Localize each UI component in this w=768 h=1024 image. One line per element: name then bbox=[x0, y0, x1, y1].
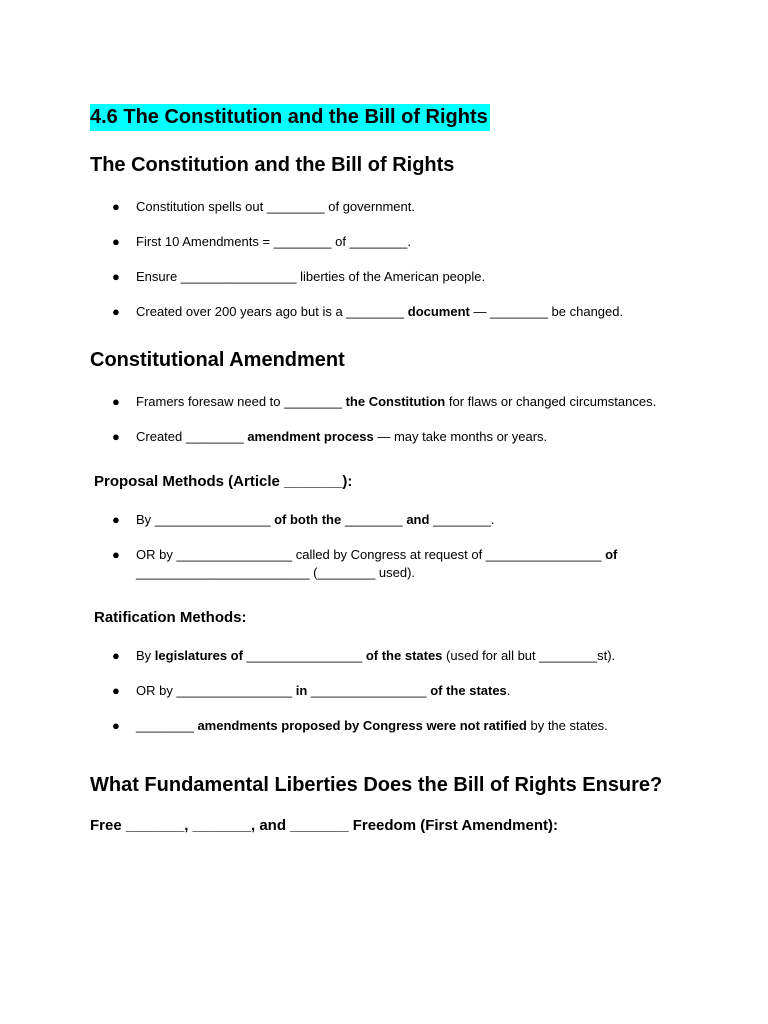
list-item: ● By legislatures of ________________ of the states (used for all but ________st). bbox=[112, 648, 616, 663]
list-item: ● OR by ________________ called by Congress at request of ________________ of ________________________ (________ used). bbox=[112, 547, 618, 580]
document-page bbox=[90, 104, 690, 836]
list-item: ● Ensure ________________ liberties of the American people. bbox=[112, 269, 486, 284]
ratification-methods-heading: Ratification Methods: bbox=[94, 609, 247, 626]
bullet-icon: ● bbox=[112, 304, 120, 319]
bullet-icon: ● bbox=[112, 648, 120, 663]
section-heading-liberties: What Fundamental Liberties Does the Bill of Rights Ensure? bbox=[90, 774, 663, 796]
bullet-icon: ● bbox=[112, 269, 120, 284]
list-item: ● Created ________ amendment process — may take months or years. bbox=[112, 429, 548, 444]
bullet-icon: ● bbox=[112, 512, 120, 527]
bullet-icon: ● bbox=[112, 683, 120, 698]
list-item: ● ________ amendments proposed by Congress were not ratified by the states. bbox=[112, 718, 608, 733]
list-item: ● Framers foresaw need to ________ the Constitution for flaws or changed circumstances. bbox=[112, 394, 657, 409]
constitution-bullet-list bbox=[90, 198, 690, 321]
list-item: ● Created over 200 years ago but is a ________ document — ________ be changed. bbox=[112, 304, 624, 319]
free-freedom-heading: Free _______, _______, and _______ Freedom (First Amendment): bbox=[90, 817, 559, 834]
ratification-bullet-list bbox=[90, 647, 690, 735]
proposal-bullet-list bbox=[90, 511, 690, 582]
bullet-icon: ● bbox=[112, 718, 120, 733]
bullet-icon: ● bbox=[112, 547, 120, 562]
proposal-methods-heading: Proposal Methods (Article _______): bbox=[94, 473, 353, 490]
document-title: 4.6 The Constitution and the Bill of Rights bbox=[90, 104, 490, 131]
list-item: ● Constitution spells out ________ of government. bbox=[112, 199, 415, 214]
amendment-bullet-list bbox=[90, 393, 690, 446]
section-heading-amendment: Constitutional Amendment bbox=[90, 349, 345, 371]
bullet-icon: ● bbox=[112, 234, 120, 249]
bullet-icon: ● bbox=[112, 429, 120, 444]
list-item: ● OR by ________________ in ________________ of the states. bbox=[112, 683, 511, 698]
list-item: ● First 10 Amendments = ________ of ________. bbox=[112, 234, 411, 249]
section-heading-constitution: The Constitution and the Bill of Rights bbox=[90, 154, 455, 176]
bullet-icon: ● bbox=[112, 394, 120, 409]
bullet-icon: ● bbox=[112, 199, 120, 214]
list-item: ● By ________________ of both the ________ and ________. bbox=[112, 512, 495, 527]
